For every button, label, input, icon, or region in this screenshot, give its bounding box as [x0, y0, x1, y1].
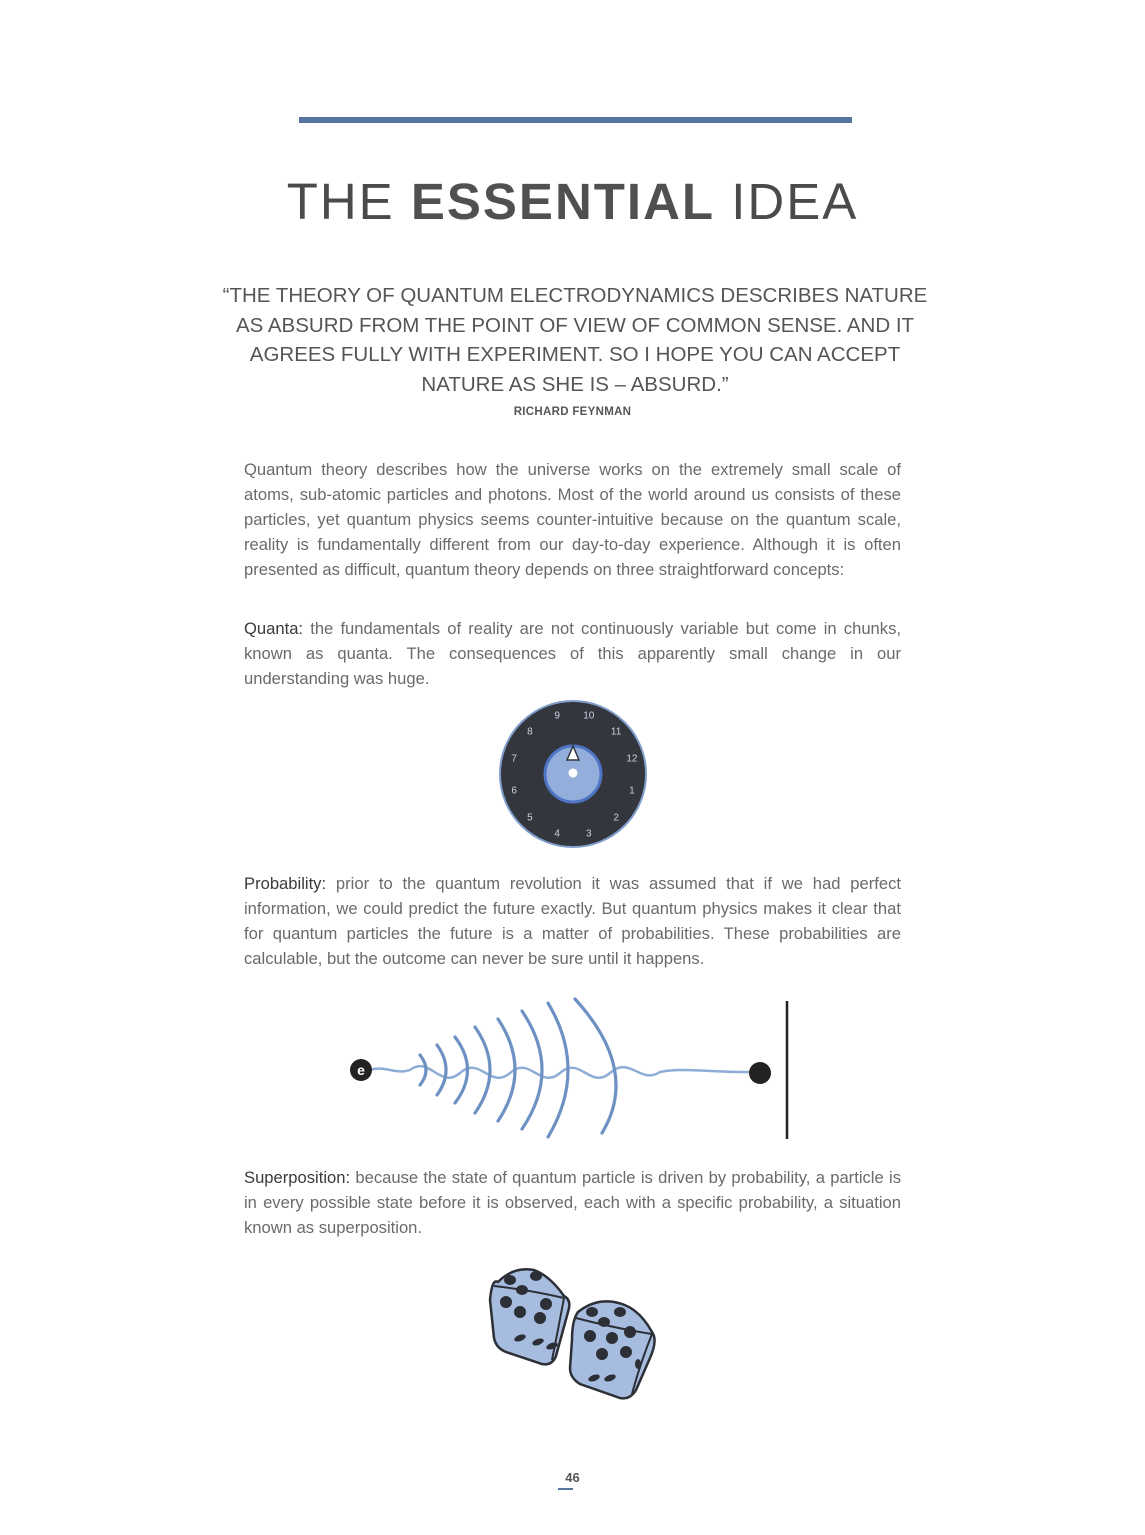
dial-number: 1 [629, 785, 635, 797]
concept-superposition [244, 1165, 901, 1240]
probability-wave [370, 1066, 760, 1078]
die-left-icon [490, 1269, 569, 1364]
dial-number: 12 [626, 753, 638, 765]
particle-dot [749, 1062, 771, 1084]
die-right-icon [570, 1301, 655, 1398]
feynman-quote: “THE THEORY OF QUANTUM ELECTRODYNAMICS DESCRIBES NATURE AS ABSURD FROM THE POINT OF VIEW OF COMMON SENSE. AND IT AGREES FULLY WITH EXPERIMENT. SO I HOPE YOU CAN ACCEPT NATURE AS SHE IS – ABSURD.” [222, 284, 928, 396]
dice-illustration [480, 1260, 670, 1405]
quote-author: RICHARD FEYNMAN [513, 406, 632, 418]
electron-label: e [357, 1062, 365, 1078]
concept-term: Superposition: [244, 1168, 351, 1187]
dial-illustration [497, 698, 649, 850]
wavefront [437, 1045, 446, 1095]
concept-term: Quanta: [244, 619, 304, 638]
dial-number: 4 [554, 828, 560, 840]
title-bold: ESSENTIAL [410, 173, 716, 230]
page-title [0, 172, 1145, 232]
concept-text: prior to the quantum revolution it was assumed that if we had perfect information, we could predict the future exactly. But quantum physics makes it clear that for quantum particles the future is a matter of probabilities. These probabilities are calculable, but the outcome can never be sure until it happens. [244, 874, 901, 968]
wavefront [420, 1055, 426, 1085]
page-number-underline [558, 1488, 573, 1490]
wavefront [575, 999, 616, 1133]
concept-text: because the state of quantum particle is driven by probability, a particle is in every possible state before it is observed, each with a specific probability, a situation known as superposition. [244, 1168, 901, 1237]
dial-number: 8 [527, 726, 533, 738]
concept-text: the fundamentals of reality are not continuously variable but come in chunks, known as quanta. The consequences of this apparently small change in our understanding was huge. [244, 619, 901, 688]
concept-probability [244, 871, 901, 971]
dial-number: 2 [613, 812, 619, 824]
concept-term: Probability: [244, 874, 327, 893]
title-light-before: THE [286, 173, 411, 230]
dial-number: 10 [583, 710, 595, 722]
dial-number: 6 [511, 785, 517, 797]
dial-number: 5 [527, 812, 533, 824]
dial-number: 11 [610, 726, 622, 738]
concept-quanta [244, 616, 901, 691]
title-light-after: IDEA [715, 173, 859, 230]
dial-number: 9 [554, 710, 560, 722]
dial-number: 7 [511, 753, 517, 765]
page-number: 46 [565, 1470, 580, 1485]
intro-paragraph: Quantum theory describes how the universe works on the extremely small scale of atoms, sub-atomic particles and photons. Most of the world around us consists of these particles, yet quantum physics seems counter-intuitive because on the quantum scale, reality is fundamentally different from our day-to-day experience. Although it is often presented as difficult, quantum theory depends on three straightforward concepts: [244, 460, 901, 579]
wave-illustration [340, 995, 810, 1145]
dial-number: 3 [586, 828, 592, 840]
top-rule [299, 117, 852, 123]
dial-pivot [569, 769, 578, 778]
